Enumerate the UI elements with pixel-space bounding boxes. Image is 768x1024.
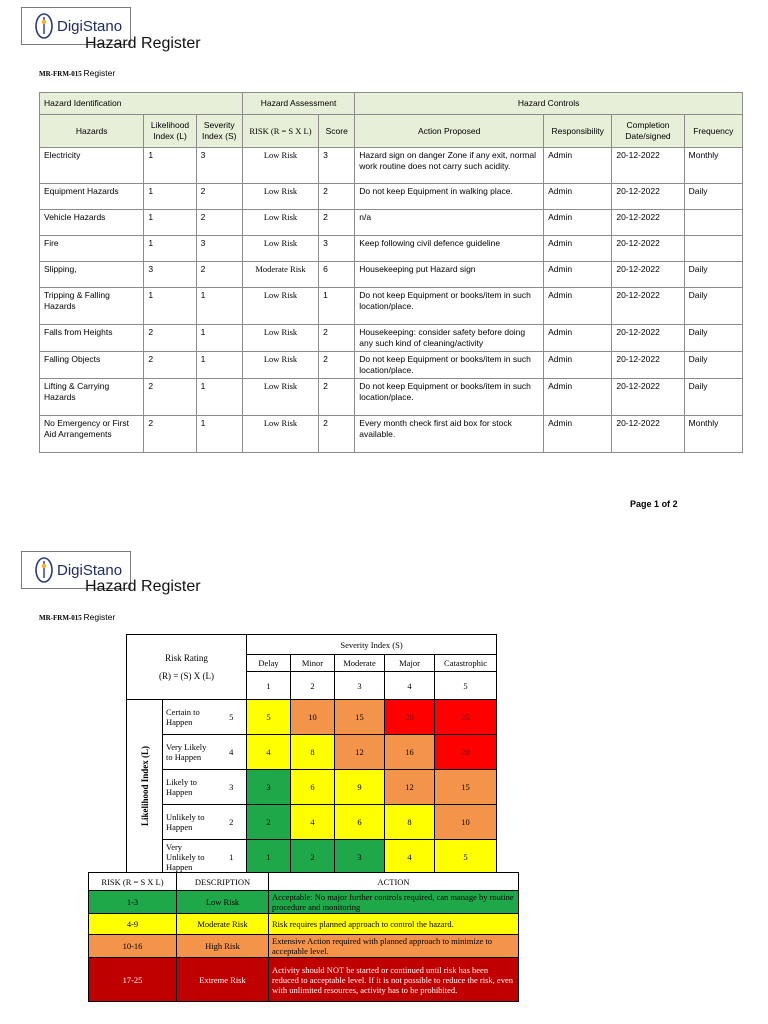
severity-cell: 1 [196, 352, 242, 379]
legend-range-cell: 17-25 [89, 958, 177, 1002]
form-code-number: MR-FRM-015 [39, 70, 82, 78]
legend-description-cell: Low Risk [177, 891, 269, 914]
likelihood-row-number: 4 [217, 735, 247, 770]
hazard-cell: Falling Objects [40, 352, 144, 379]
action-cell: Do not keep Equipment or books/item in such location/place. [355, 288, 544, 325]
responsibility-cell: Admin [544, 379, 612, 416]
risk-score-cell: 16 [385, 735, 435, 770]
hazard-cell: Slipping, [40, 262, 144, 288]
frequency-cell: Daily [684, 288, 742, 325]
page-number [630, 499, 678, 509]
hazard-cell: Vehicle Hazards [40, 210, 144, 236]
score-cell: 2 [319, 184, 355, 210]
score-cell: 2 [319, 210, 355, 236]
page-label: Page [630, 499, 652, 509]
completion-date-cell: 20-12-2022 [612, 148, 684, 184]
column-header-completion: Completion Date/signed [612, 115, 684, 148]
severity-col-number: 5 [435, 672, 497, 700]
severity-cell: 1 [196, 416, 242, 453]
severity-cell: 2 [196, 262, 242, 288]
column-header-frequency: Frequency [684, 115, 742, 148]
form-code-page2 [39, 612, 115, 622]
group-header-controls: Hazard Controls [355, 93, 743, 115]
risk-cell: Low Risk [242, 416, 318, 453]
legend-description-cell: Moderate Risk [177, 914, 269, 935]
group-header-assessment: Hazard Assessment [242, 93, 354, 115]
risk-cell: Low Risk [242, 352, 318, 379]
risk-score-cell: 25 [435, 700, 497, 735]
likelihood-row-label: Likely to Happen [163, 770, 217, 805]
score-cell: 2 [319, 352, 355, 379]
action-cell: Hazard sign on danger Zone if any exit, normal work routine does not carry such acidity. [355, 148, 544, 184]
risk-rating-title: Risk Rating [165, 653, 208, 663]
page-title-page2: Hazard Register [85, 578, 201, 595]
severity-col-label: Minor [291, 655, 335, 672]
frequency-cell: Monthly [684, 416, 742, 453]
matrix-row [127, 700, 497, 735]
logo-mark-icon [34, 12, 54, 40]
hazard-cell: Tripping & Falling Hazards [40, 288, 144, 325]
score-cell: 3 [319, 148, 355, 184]
responsibility-cell: Admin [544, 148, 612, 184]
risk-score-cell: 15 [435, 770, 497, 805]
responsibility-cell: Admin [544, 416, 612, 453]
frequency-cell [684, 236, 742, 262]
table-row [40, 236, 743, 262]
likelihood-cell: 3 [144, 262, 196, 288]
risk-score-cell: 2 [291, 840, 335, 875]
completion-date-cell: 20-12-2022 [612, 184, 684, 210]
likelihood-cell: 1 [144, 210, 196, 236]
legend-header-risk: RISK (R = S X L) [89, 873, 177, 891]
risk-score-cell: 20 [385, 700, 435, 735]
action-cell: Do not keep Equipment or books/item in such location/place. [355, 379, 544, 416]
score-cell: 6 [319, 262, 355, 288]
hazard-register-table [39, 92, 743, 453]
risk-score-cell: 2 [247, 805, 291, 840]
page-total: 2 [672, 499, 678, 509]
matrix-row [127, 805, 497, 840]
hazard-cell: Falls from Heights [40, 325, 144, 352]
column-header-score: Score [319, 115, 355, 148]
completion-date-cell: 20-12-2022 [612, 236, 684, 262]
severity-col-number: 1 [247, 672, 291, 700]
legend-action-cell: Risk requires planned approach to control the hazard. [269, 914, 519, 935]
likelihood-cell: 1 [144, 148, 196, 184]
frequency-cell: Daily [684, 184, 742, 210]
action-cell: Every month check first aid box for stock available. [355, 416, 544, 453]
responsibility-cell: Admin [544, 210, 612, 236]
severity-col-number: 2 [291, 672, 335, 700]
action-cell: n/a [355, 210, 544, 236]
completion-date-cell: 20-12-2022 [612, 262, 684, 288]
logo-mark-icon [34, 556, 54, 584]
completion-date-cell: 20-12-2022 [612, 352, 684, 379]
frequency-cell: Daily [684, 262, 742, 288]
risk-matrix-table [126, 634, 497, 875]
table-row [40, 210, 743, 236]
action-cell: Do not keep Equipment in walking place. [355, 184, 544, 210]
likelihood-cell: 2 [144, 416, 196, 453]
severity-cell: 1 [196, 379, 242, 416]
score-cell: 3 [319, 236, 355, 262]
legend-range-cell: 10-16 [89, 935, 177, 958]
completion-date-cell: 20-12-2022 [612, 325, 684, 352]
risk-score-cell: 15 [335, 700, 385, 735]
column-header-hazards: Hazards [40, 115, 144, 148]
column-header-likelihood: Likelihood Index (L) [144, 115, 196, 148]
risk-legend-table [88, 872, 519, 1002]
action-cell: Keep following civil defence guideline [355, 236, 544, 262]
action-cell: Do not keep Equipment or books/item in such location/place. [355, 352, 544, 379]
table-row [40, 379, 743, 416]
risk-cell: Low Risk [242, 379, 318, 416]
frequency-cell: Daily [684, 352, 742, 379]
legend-action-cell: Acceptable: No major further controls required, can manage by routine procedure and monitoring [269, 891, 519, 914]
legend-description-cell: Extreme Risk [177, 958, 269, 1002]
severity-col-label: Moderate [335, 655, 385, 672]
legend-row [89, 935, 519, 958]
legend-range-cell: 1-3 [89, 891, 177, 914]
risk-score-cell: 4 [247, 735, 291, 770]
severity-col-number: 3 [335, 672, 385, 700]
risk-score-cell: 8 [291, 735, 335, 770]
responsibility-cell: Admin [544, 352, 612, 379]
risk-score-cell: 6 [335, 805, 385, 840]
risk-score-cell: 20 [435, 735, 497, 770]
likelihood-row-label: Certain to Happen [163, 700, 217, 735]
action-cell: Housekeeping put Hazard sign [355, 262, 544, 288]
legend-header-description: DESCRIPTION [177, 873, 269, 891]
risk-score-cell: 4 [291, 805, 335, 840]
frequency-cell: Daily [684, 325, 742, 352]
severity-col-number: 4 [385, 672, 435, 700]
likelihood-index-label: Likelihood Index (L) [139, 746, 150, 827]
risk-score-cell: 5 [247, 700, 291, 735]
score-cell: 1 [319, 288, 355, 325]
responsibility-cell: Admin [544, 325, 612, 352]
logo-text: DigiStano [57, 17, 123, 35]
risk-cell: Low Risk [242, 184, 318, 210]
risk-score-cell: 5 [435, 840, 497, 875]
severity-cell: 1 [196, 288, 242, 325]
hazard-cell: Lifting & Carrying Hazards [40, 379, 144, 416]
action-cell: Housekeeping: consider safety before doing any such kind of cleaning/activity [355, 325, 544, 352]
column-header-action: Action Proposed [355, 115, 544, 148]
likelihood-row-label: Very Unlikely to Happen [163, 840, 217, 875]
likelihood-row-label: Very Likely to Happen [163, 735, 217, 770]
page-of: of [661, 499, 671, 509]
likelihood-cell: 2 [144, 352, 196, 379]
score-cell: 2 [319, 416, 355, 453]
likelihood-index-header [127, 700, 163, 875]
matrix-row [127, 735, 497, 770]
responsibility-cell: Admin [544, 288, 612, 325]
responsibility-cell: Admin [544, 184, 612, 210]
completion-date-cell: 20-12-2022 [612, 210, 684, 236]
likelihood-row-number: 3 [217, 770, 247, 805]
likelihood-cell: 1 [144, 288, 196, 325]
risk-score-cell: 6 [291, 770, 335, 805]
frequency-cell: Daily [684, 379, 742, 416]
matrix-row [127, 840, 497, 875]
risk-score-cell: 12 [385, 770, 435, 805]
score-cell: 2 [319, 379, 355, 416]
column-header-risk: RISK (R = S X L) [242, 115, 318, 148]
likelihood-row-label: Unlikely to Happen [163, 805, 217, 840]
legend-header-action: ACTION [269, 873, 519, 891]
severity-col-label: Catastrophic [435, 655, 497, 672]
table-row [40, 148, 743, 184]
form-code-number: MR-FRM-015 [39, 614, 82, 622]
matrix-row [127, 770, 497, 805]
likelihood-cell: 1 [144, 184, 196, 210]
risk-score-cell: 3 [335, 840, 385, 875]
risk-score-cell: 10 [291, 700, 335, 735]
column-header-responsibility: Responsibility [544, 115, 612, 148]
page-current: 1 [654, 499, 660, 509]
likelihood-cell: 2 [144, 325, 196, 352]
likelihood-cell: 1 [144, 236, 196, 262]
likelihood-row-number: 2 [217, 805, 247, 840]
severity-cell: 3 [196, 236, 242, 262]
risk-cell: Low Risk [242, 148, 318, 184]
likelihood-row-number: 5 [217, 700, 247, 735]
completion-date-cell: 20-12-2022 [612, 416, 684, 453]
legend-row [89, 958, 519, 1002]
risk-score-cell: 9 [335, 770, 385, 805]
severity-cell: 2 [196, 210, 242, 236]
severity-cell: 1 [196, 325, 242, 352]
risk-score-cell: 3 [247, 770, 291, 805]
severity-col-label: Major [385, 655, 435, 672]
risk-score-cell: 4 [385, 840, 435, 875]
risk-cell: Low Risk [242, 288, 318, 325]
severity-index-header: Severity Index (S) [247, 635, 497, 655]
legend-range-cell: 4-9 [89, 914, 177, 935]
severity-col-label: Delay [247, 655, 291, 672]
table-row [40, 352, 743, 379]
hazard-cell: No Emergency or First Aid Arrangements [40, 416, 144, 453]
score-cell: 2 [319, 325, 355, 352]
column-header-severity: Severity Index (S) [196, 115, 242, 148]
risk-cell: Moderate Risk [242, 262, 318, 288]
responsibility-cell: Admin [544, 236, 612, 262]
frequency-cell: Monthly [684, 148, 742, 184]
frequency-cell [684, 210, 742, 236]
risk-cell: Low Risk [242, 210, 318, 236]
risk-score-cell: 10 [435, 805, 497, 840]
severity-cell: 3 [196, 148, 242, 184]
likelihood-cell: 2 [144, 379, 196, 416]
hazard-cell: Electricity [40, 148, 144, 184]
legend-row [89, 914, 519, 935]
table-row [40, 288, 743, 325]
risk-score-cell: 1 [247, 840, 291, 875]
risk-cell: Low Risk [242, 325, 318, 352]
table-row [40, 184, 743, 210]
legend-action-cell: Activity should NOT be started or continued until risk has been reduced to acceptable level. If it is not possible to reduce the risk, even with unlimited resources, activity has to be prohibited. [269, 958, 519, 1002]
likelihood-row-number: 1 [217, 840, 247, 875]
table-row [40, 416, 743, 453]
severity-cell: 2 [196, 184, 242, 210]
legend-row [89, 891, 519, 914]
risk-score-cell: 12 [335, 735, 385, 770]
page-title: Hazard Register [85, 35, 201, 52]
form-code [39, 68, 115, 78]
hazard-cell: Equipment Hazards [40, 184, 144, 210]
risk-score-cell: 8 [385, 805, 435, 840]
legend-description-cell: High Risk [177, 935, 269, 958]
risk-formula: (R) = (S) X (L) [158, 671, 215, 681]
risk-rating-label [127, 635, 247, 700]
table-row [40, 325, 743, 352]
risk-cell: Low Risk [242, 236, 318, 262]
legend-action-cell: Extensive Action required with planned approach to minimize to acceptable level. [269, 935, 519, 958]
group-header-identification: Hazard Identification [40, 93, 243, 115]
form-code-suffix: Register [83, 68, 116, 78]
table-row [40, 262, 743, 288]
completion-date-cell: 20-12-2022 [612, 379, 684, 416]
form-code-suffix: Register [83, 612, 116, 622]
logo-text: DigiStano [57, 561, 123, 579]
responsibility-cell: Admin [544, 262, 612, 288]
hazard-cell: Fire [40, 236, 144, 262]
completion-date-cell: 20-12-2022 [612, 288, 684, 325]
